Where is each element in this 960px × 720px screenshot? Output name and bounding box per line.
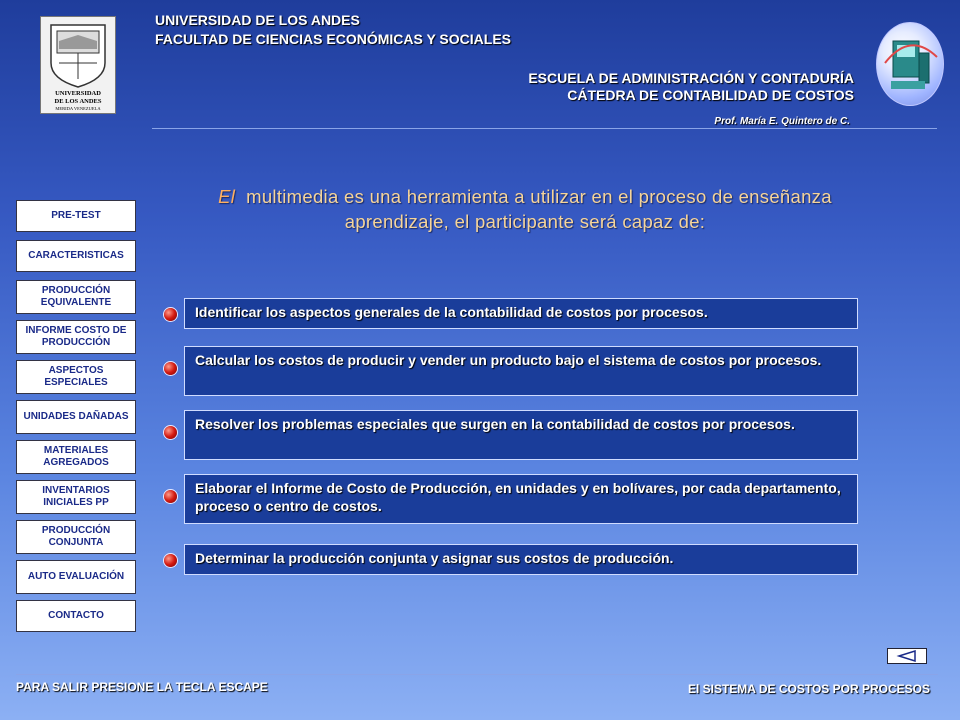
logo-line2: DE LOS ANDES [54, 98, 102, 105]
logo-line1: UNIVERSIDAD [55, 90, 101, 97]
nav-auto-evaluacion[interactable]: AUTO EVALUACIÓN [16, 560, 136, 594]
red-sphere-bullet-icon [164, 554, 177, 567]
logo-line3: MERIDA VENEZUELA [55, 106, 101, 111]
nav-pre-test[interactable]: PRE-TEST [16, 200, 136, 232]
nav-materiales-agregados[interactable]: MATERIALES AGREGADOS [16, 440, 136, 474]
back-button[interactable] [887, 648, 927, 664]
nav-unidades-danadas[interactable]: UNIDADES DAÑADAS [16, 400, 136, 434]
school-title: ESCUELA DE ADMINISTRACIÓN Y CONTADURÍA [528, 70, 854, 86]
objective-4: Elaborar el Informe de Costo de Producción, en unidades y en bolívares, por cada departamento, proceso o centro de costos. [184, 474, 858, 524]
red-sphere-bullet-icon [164, 362, 177, 375]
nav-inventarios-iniciales[interactable]: INVENTARIOS INICIALES PP [16, 480, 136, 514]
footer-divider [16, 674, 938, 675]
intro-text [190, 184, 860, 234]
university-title: UNIVERSIDAD DE LOS ANDES [155, 12, 360, 28]
university-logo [40, 16, 116, 114]
red-sphere-bullet-icon [164, 308, 177, 321]
intro-lead: El [218, 186, 236, 207]
nav-contacto[interactable]: CONTACTO [16, 600, 136, 632]
red-sphere-bullet-icon [164, 426, 177, 439]
nav-aspectos-especiales[interactable]: ASPECTOS ESPECIALES [16, 360, 136, 394]
system-title: El SISTEMA DE COSTOS POR PROCESOS [687, 682, 930, 696]
nav-produccion-equivalente[interactable]: PRODUCCIÓN EQUIVALENTE [16, 280, 136, 314]
objective-2: Calcular los costos de producir y vender un producto bajo el sistema de costos por procesos. [184, 346, 858, 396]
objective-3: Resolver los problemas especiales que surgen en la contabilidad de costos por procesos. [184, 410, 858, 460]
computer-globe-icon [876, 22, 944, 106]
nav-caracteristicas[interactable]: CARACTERISTICAS [16, 240, 136, 272]
faculty-title: FACULTAD DE CIENCIAS ECONÓMICAS Y SOCIALES [155, 31, 511, 47]
exit-instructions: PARA SALIR PRESIONE LA TECLA ESCAPE [16, 680, 268, 694]
header-divider [152, 128, 937, 129]
chair-title: CÁTEDRA DE CONTABILIDAD DE COSTOS [567, 87, 854, 103]
professor-name: Prof. María E. Quintero de C. [714, 116, 850, 127]
intro-body: multimedia es una herramienta a utilizar en el proceso de enseñanza aprendizaje, el participante será capaz de: [246, 186, 832, 232]
triangle-left-icon [896, 650, 918, 662]
red-sphere-bullet-icon [164, 490, 177, 503]
objective-1: Identificar los aspectos generales de la contabilidad de costos por procesos. [184, 298, 858, 329]
nav-informe-costo[interactable]: INFORME COSTO DE PRODUCCIÓN [16, 320, 136, 354]
nav-produccion-conjunta[interactable]: PRODUCCIÓN CONJUNTA [16, 520, 136, 554]
objective-5: Determinar la producción conjunta y asignar sus costos de producción. [184, 544, 858, 575]
